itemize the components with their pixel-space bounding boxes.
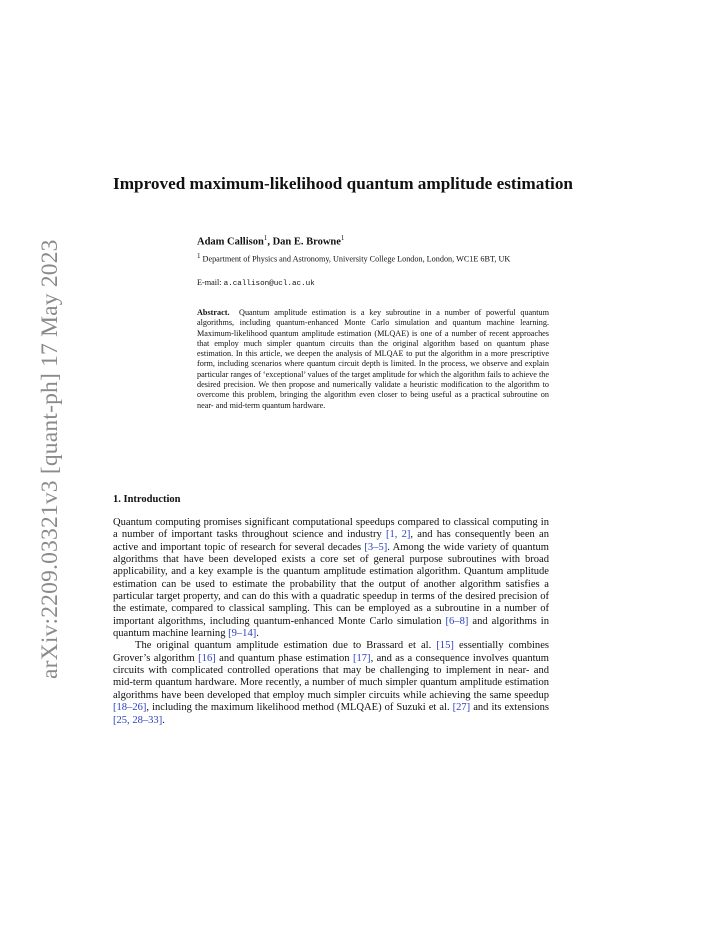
paragraph-text: and its extensions xyxy=(470,702,549,714)
paragraph-text: essentially combines Grover’s algorithm xyxy=(113,640,549,664)
citation-link[interactable]: [6–8] xyxy=(445,615,469,627)
citation-link[interactable]: [15] xyxy=(436,640,454,652)
citation-link[interactable]: [1, 2] xyxy=(385,529,411,541)
author-list xyxy=(197,234,344,248)
email-address: a.callison@ucl.ac.uk xyxy=(223,280,315,288)
arxiv-stamp-text: arXiv:2209.03321v3 [quant-ph] 17 May 2023 xyxy=(37,239,63,679)
citation-link[interactable]: [18–26] xyxy=(113,702,147,714)
paragraph-text: . xyxy=(162,714,165,726)
paragraph-text: . Among the wide variety of quantum algorithms that have been developed exists a core set of general purpose subroutines with broad applicability, and a key example is the quantum amplitude estimation algorithm. Quantum amplitude estimation can be used to estimate the probability that the output of another algorithm satisfies a particular target property, and can do this with a quadratic speedup in terms of the desired precision of the estimate, compared to classical sampling. This can be employed as a subroutine in a number of important algorithms, including quantum-enhanced Monte Carlo simulation xyxy=(113,541,549,627)
section-heading: 1. Introduction xyxy=(113,494,181,505)
affiliation xyxy=(197,251,547,265)
paragraph-text: Quantum computing promises significant computational speedups compared to classical computing in a number of important tasks throughout science and industry xyxy=(113,517,549,541)
affiliation-mark: 1 xyxy=(340,234,345,242)
paper-title: Improved maximum-likelihood quantum amplitude estimation xyxy=(113,174,573,193)
affiliation-text: Department of Physics and Astronomy, University College London, London, WC1E 6BT, UK xyxy=(202,254,511,264)
affiliation-mark: 1 xyxy=(263,234,268,242)
abstract-heading: Abstract. xyxy=(197,308,230,317)
citation-link[interactable]: [25, 28–33] xyxy=(113,714,163,726)
arxiv-stamp xyxy=(14,233,63,679)
paragraph-text: , and as a consequence involves quantum circuits with complicated controlled operations that may be challenging to implement in near- and mid-term quantum hardware. More recently, a number of much simpler quantum amplitude estimation algorithms have been developed that employ much simpler circuits while achieving the same speedup xyxy=(113,652,549,701)
citation-link[interactable]: [16] xyxy=(198,652,216,664)
author-separator: , xyxy=(267,236,273,248)
paragraph-text: The original quantum amplitude estimation due to Brassard et al. xyxy=(135,640,437,652)
abstract xyxy=(197,308,549,411)
citation-link[interactable]: [9–14] xyxy=(228,628,257,640)
paragraph-text: and quantum phase estimation xyxy=(215,652,353,664)
citation-link[interactable]: [3–5] xyxy=(364,541,388,553)
abstract-text: Quantum amplitude estimation is a key subroutine in a number of powerful quantum algorithms, including quantum-enhanced Monte Carlo simulation and quantum machine learning. Maximum-likelihood quantum amplitude estimation (MLQAE) is one of a number of recent approaches that employ much simpler quantum circuits than the original algorithm based on quantum phase estimation. In this article, we deepen the analysis of MLQAE to put the algorithm in a more prescriptive form, including scenarios where quantum circuit depth is limited. In the process, we observe and explain particular ranges of ‘exceptional’ values of the target amplitude for which the algorithm fails to achieve the desired precision. We then propose and numerically validate a heuristic modification to the algorithm to overcome this problem, bringing the algorithm even closer to being useful as a practical subroutine on near- and mid-term quantum hardware. xyxy=(197,308,549,410)
author-name: Adam Callison xyxy=(197,236,264,248)
citation-link[interactable]: [27] xyxy=(452,702,471,714)
paragraph-text: . xyxy=(256,628,259,640)
paragraph-text: , and has consequently been an active and important topic of research for several decades xyxy=(113,529,549,553)
email-line xyxy=(197,278,315,288)
email-label: E-mail: xyxy=(197,278,224,287)
paragraph xyxy=(113,640,549,726)
citation-link[interactable]: [17] xyxy=(352,652,371,664)
paragraph-text: and algorithms in quantum machine learning xyxy=(113,615,549,640)
affiliation-mark: 1 xyxy=(197,252,201,260)
author-name: Dan E. Browne xyxy=(272,236,341,248)
paragraph xyxy=(113,517,549,640)
section-body xyxy=(113,517,549,727)
paragraph-text: , including the maximum likelihood method (MLQAE) of Suzuki et al. xyxy=(146,702,453,714)
